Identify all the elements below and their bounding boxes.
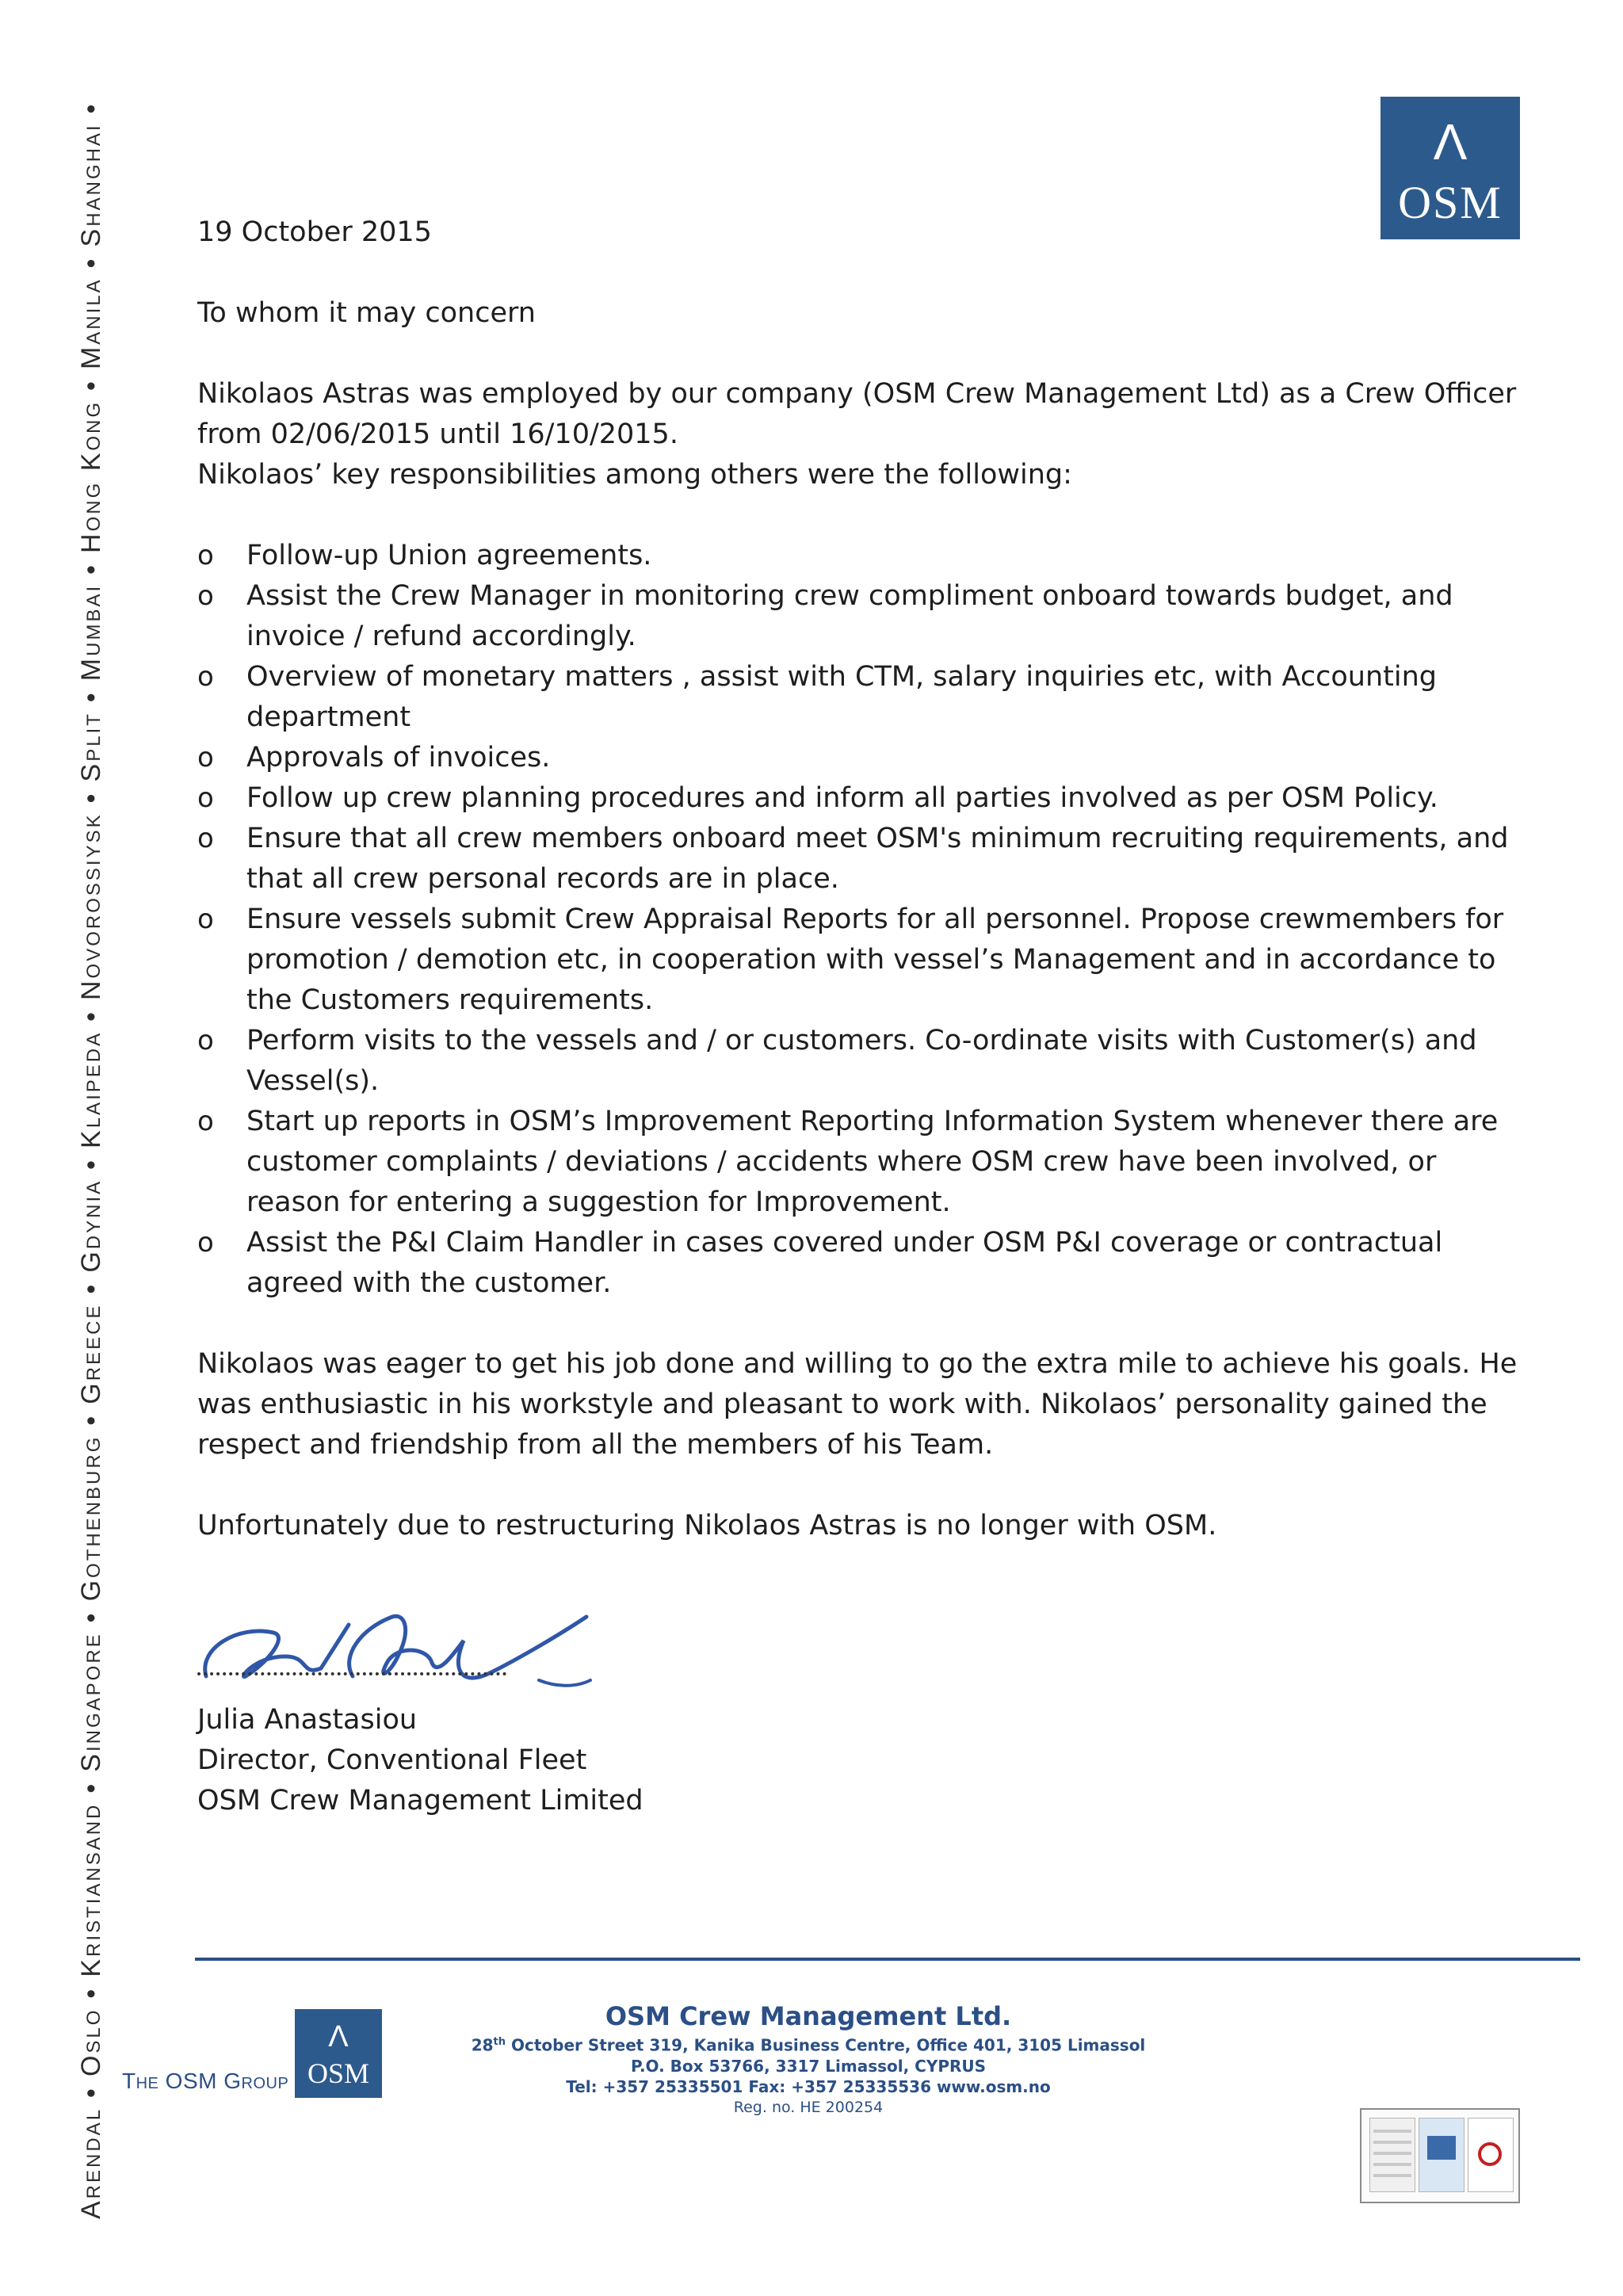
responsibility-text: Overview of monetary matters , assist with CTM, salary inquiries etc, with Accounting department — [246, 661, 1437, 733]
separator-dot-icon: • — [76, 256, 106, 269]
osm-group-label: The OSM Group — [122, 2069, 289, 2093]
office-city: Split — [76, 712, 106, 782]
intro-responsibilities: Nikolaos’ key responsibilities among others were the following: — [197, 459, 1072, 491]
list-item — [197, 738, 1537, 778]
letter-date: 19 October 2015 — [197, 216, 432, 248]
responsibility-text: Perform visits to the vessels and / or customers. Co-ordinate visits with Customer(s) and Vessel(s). — [246, 1025, 1477, 1097]
bullet-icon: o — [197, 1025, 214, 1056]
office-city: Hong Kong — [76, 399, 106, 553]
responsibilities-list — [197, 536, 1537, 1304]
office-city: Novorossiysk — [76, 812, 106, 1000]
bullet-icon: o — [197, 904, 214, 935]
separator-dot-icon: • — [76, 690, 106, 703]
address-line-2: P.O. Box 53766, 3317 Limassol, CYPRUS — [630, 2056, 987, 2076]
office-city: Mumbai — [76, 583, 106, 682]
office-city: Singapore — [76, 1632, 106, 1772]
separator-dot-icon: • — [76, 791, 106, 804]
bullet-icon: o — [197, 823, 214, 854]
list-item — [197, 1223, 1537, 1304]
letter-body — [197, 212, 1537, 1546]
address-line-1: 28th October Street 319, Kanika Business Centre, Office 401, 3105 Limassol — [471, 2035, 1146, 2055]
office-city: Gothenburg — [76, 1435, 106, 1602]
separator-dot-icon: • — [76, 1610, 106, 1623]
office-city: Gdynia — [76, 1179, 106, 1273]
responsibility-text: Assist the Crew Manager in monitoring crew compliment onboard towards budget, and invoice / refund accordingly. — [246, 580, 1453, 652]
separator-dot-icon: • — [76, 2086, 106, 2098]
footer-divider — [195, 1958, 1580, 1961]
signer-company: OSM Crew Management Limited — [197, 1785, 643, 1817]
signer-title: Director, Conventional Fleet — [197, 1744, 587, 1776]
office-city: Manila — [76, 277, 106, 370]
responsibility-text: Follow-up Union agreements. — [246, 540, 652, 571]
separator-dot-icon: • — [76, 1413, 106, 1426]
office-city: Klaipeda — [76, 1030, 106, 1148]
responsibility-text: Start up reports in OSM’s Improvement Reporting Information System whenever there are customer complaints / deviations / accidents where OSM crew have been involved, or reason for entering a suggestion for Improvement. — [246, 1106, 1499, 1218]
bullet-icon: o — [197, 782, 214, 814]
office-city: Greece — [76, 1303, 106, 1404]
osm-sail-icon: Λ — [328, 2020, 349, 2053]
responsibility-text: Approvals of invoices. — [246, 742, 551, 774]
list-item — [197, 536, 1537, 576]
registration-number: Reg. no. HE 200254 — [733, 2098, 884, 2116]
bullet-icon: o — [197, 1106, 214, 1137]
certificate-panel-icon — [1369, 2118, 1415, 2192]
closing-praise: Nikolaos was eager to get his job done and willing to go the extra mile to achieve his goals. He was enthusiastic in his workstyle and pleasant to work with. Nikolaos’ personality gained the respect and friendship from all the members of his Team. — [197, 1348, 1518, 1461]
separator-dot-icon: • — [76, 1010, 106, 1022]
signer-block — [197, 1700, 643, 1821]
salutation: To whom it may concern — [197, 297, 536, 329]
certification-mark-icon — [1419, 2118, 1465, 2192]
handwritten-signature — [190, 1601, 602, 1704]
bullet-icon: o — [197, 1227, 214, 1259]
intro-employment: Nikolaos Astras was employed by our company (OSM Crew Management Ltd) as a Crew Officer from 02/06/2015 until 16/10/2015. — [197, 378, 1517, 450]
separator-dot-icon: • — [76, 562, 106, 575]
list-item — [197, 1102, 1537, 1223]
separator-dot-icon: • — [76, 379, 106, 391]
signature-line — [197, 1671, 506, 1675]
separator-dot-icon: • — [76, 1282, 106, 1294]
responsibility-text: Ensure that all crew members onboard meet OSM's minimum recruiting requirements, and that all crew personal records are in place. — [246, 823, 1509, 895]
office-city: Shanghai — [76, 123, 106, 247]
list-item — [197, 900, 1537, 1021]
osm-logo-text: OSM — [1398, 177, 1503, 228]
office-city: Oslo — [76, 2008, 106, 2077]
separator-dot-icon: • — [76, 101, 106, 114]
list-item — [197, 1021, 1537, 1102]
separator-dot-icon: • — [76, 1157, 106, 1170]
office-city: Arendal — [76, 2107, 106, 2219]
bullet-icon: o — [197, 661, 214, 693]
company-address-block — [444, 2000, 1173, 2118]
contact-line: Tel: +357 25335501 Fax: +357 25335536 www.osm.no — [566, 2076, 1051, 2096]
separator-dot-icon: • — [76, 1781, 106, 1794]
certification-badges — [1360, 2108, 1520, 2203]
quality-seal-icon — [1468, 2118, 1514, 2192]
signer-name: Julia Anastasiou — [197, 1704, 418, 1736]
responsibility-text: Ensure vessels submit Crew Appraisal Reports for all personnel. Propose crewmembers for promotion / demotion etc, in cooperation with vessel’s Management and in accordance to the Customers requirements. — [246, 904, 1504, 1016]
list-item — [197, 657, 1537, 738]
list-item — [197, 778, 1537, 819]
closing-restructuring: Unfortunately due to restructuring Nikolaos Astras is no longer with OSM. — [197, 1510, 1217, 1541]
company-name: OSM Crew Management Ltd. — [605, 2001, 1012, 2031]
list-item — [197, 576, 1537, 657]
bullet-icon: o — [197, 540, 214, 571]
bullet-icon: o — [197, 580, 214, 612]
footer-osm-logo — [295, 2009, 382, 2098]
office-city: Kristiansand — [76, 1802, 106, 1977]
footer-logo-text: OSM — [307, 2057, 370, 2089]
responsibility-text: Assist the P&I Claim Handler in cases covered under OSM P&I coverage or contractual agreed with the customer. — [246, 1227, 1443, 1299]
responsibility-text: Follow up crew planning procedures and inform all parties involved as per OSM Policy. — [246, 782, 1438, 814]
osm-sail-icon: Λ — [1433, 113, 1468, 170]
office-locations-strip — [76, 101, 107, 2219]
separator-dot-icon: • — [76, 1986, 106, 1999]
list-item — [197, 819, 1537, 900]
bullet-icon: o — [197, 742, 214, 774]
